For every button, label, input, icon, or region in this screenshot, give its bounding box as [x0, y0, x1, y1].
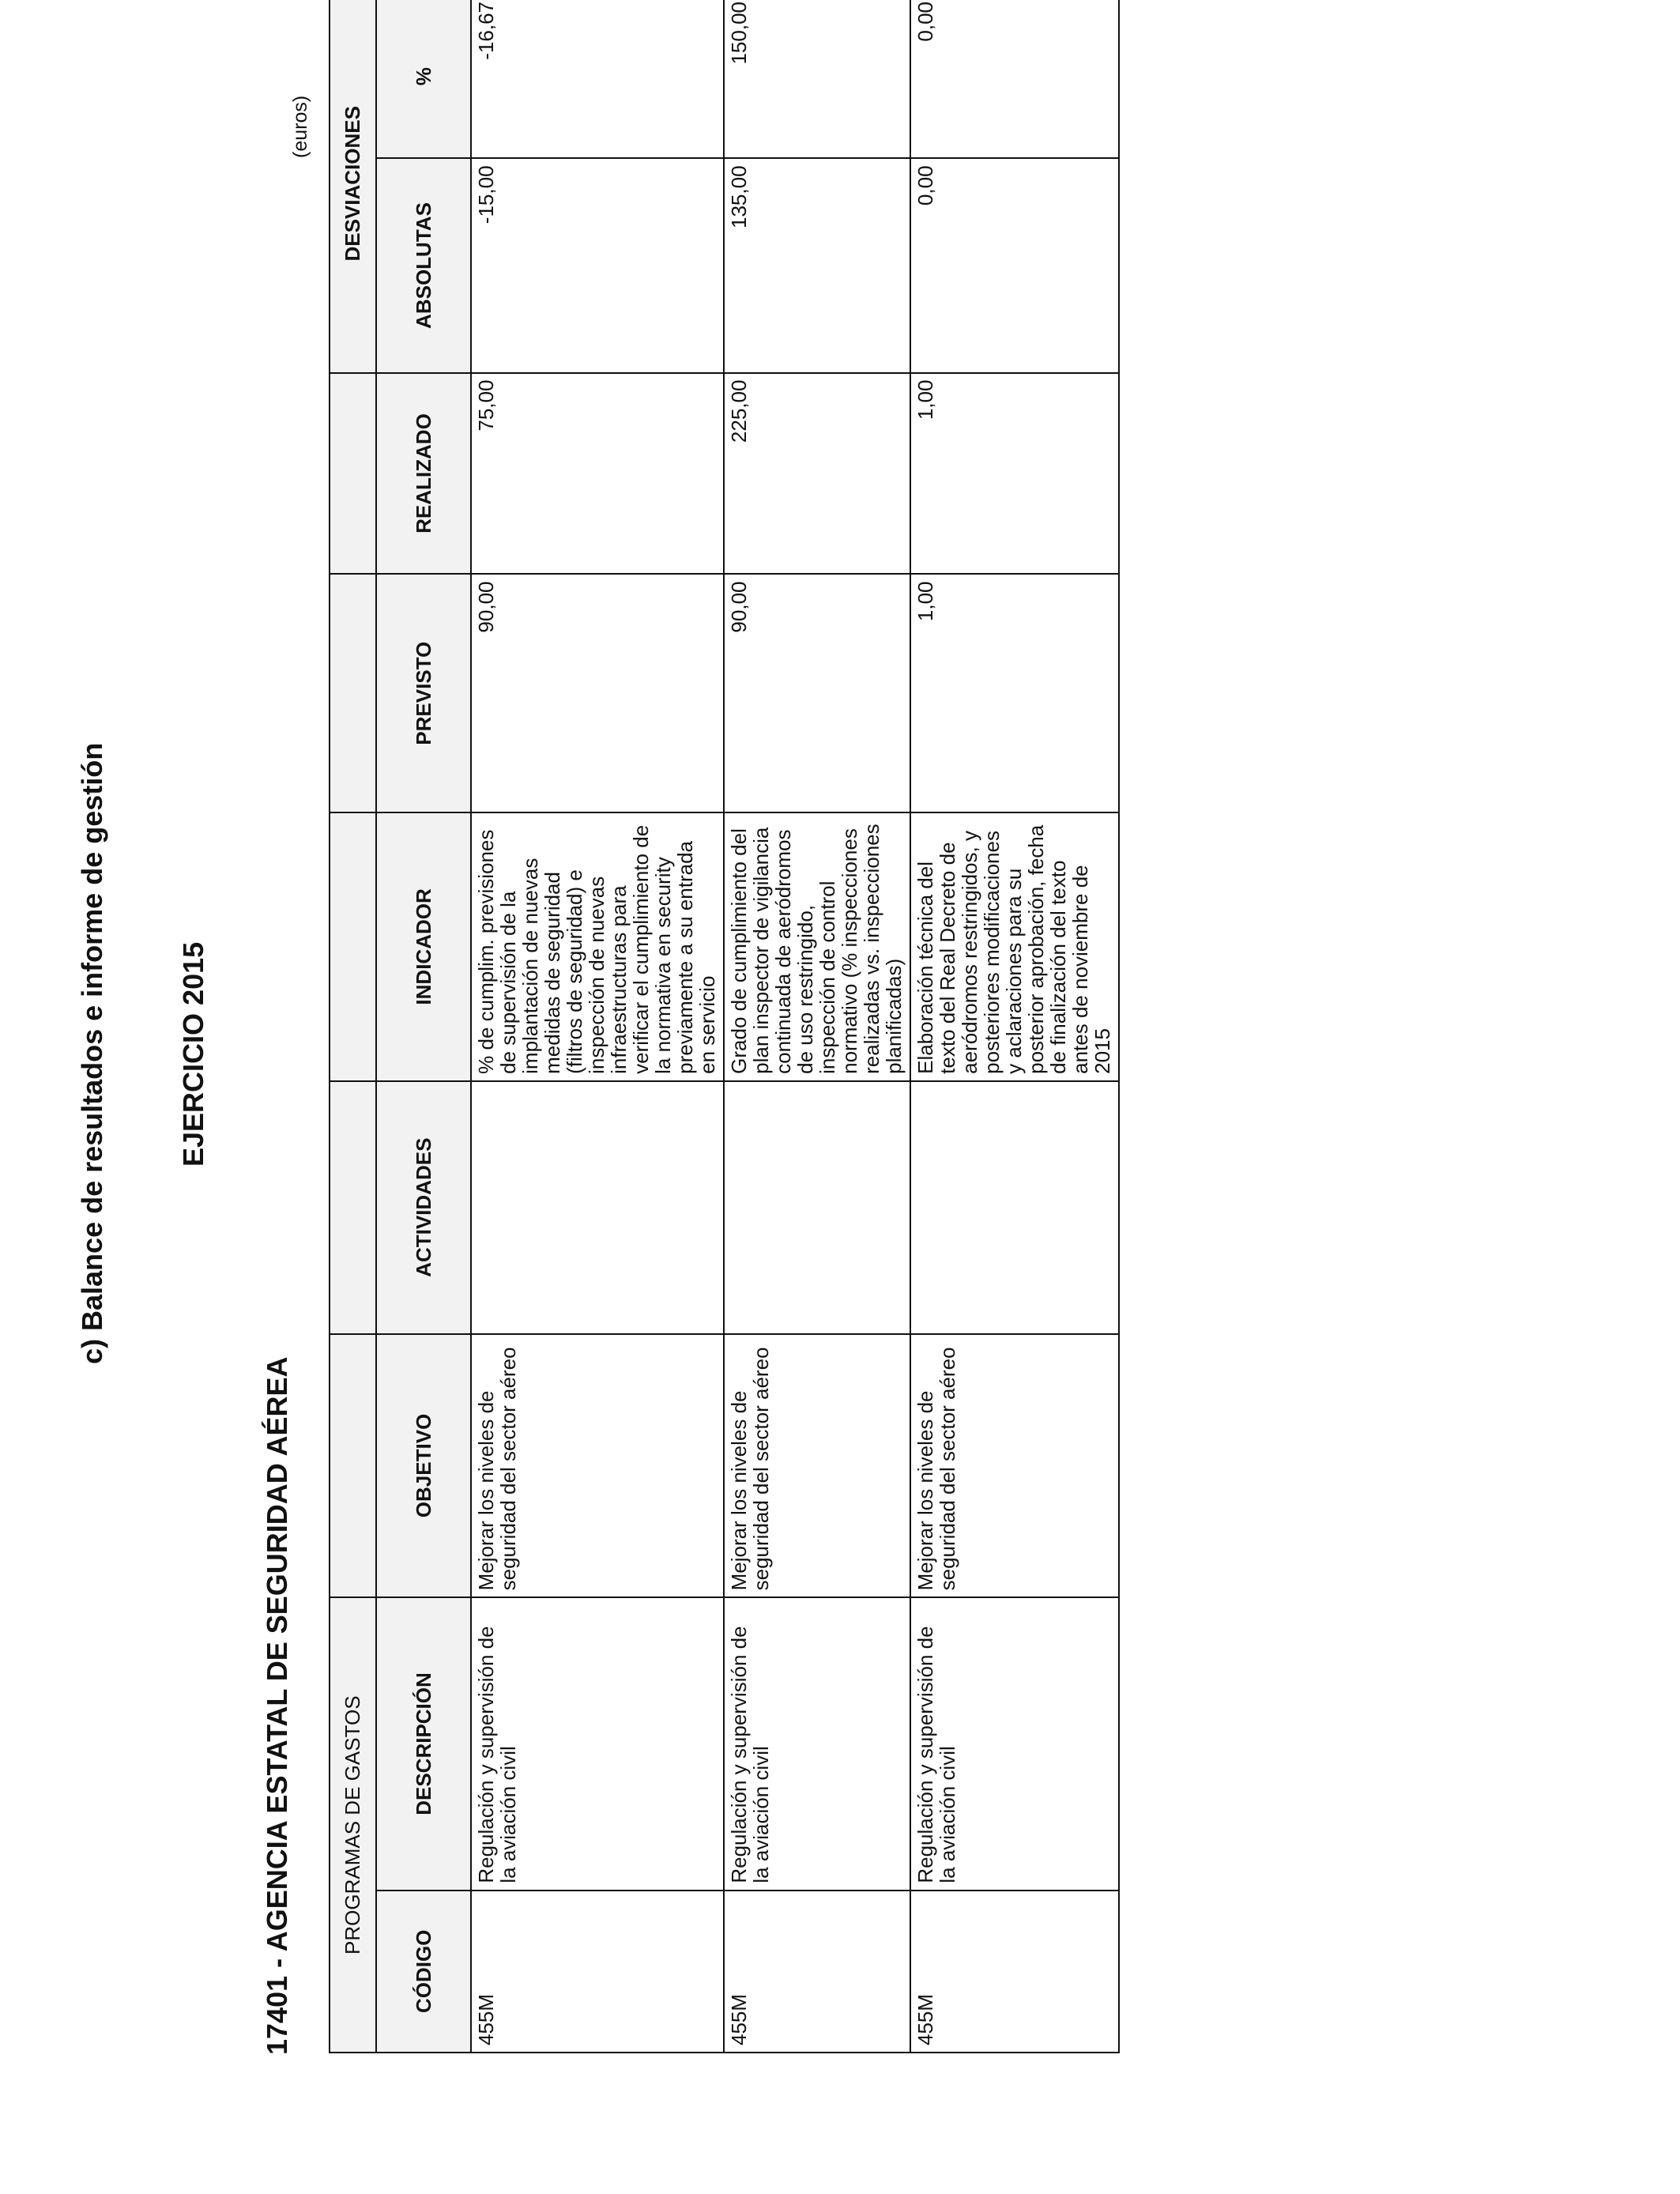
cell-absolutas: 135,00 [724, 158, 910, 372]
cell-indicador: Grado de cumplimiento del plan inspector de vigilancia continuada de aeródromos de uso restringido, inspección de control normativo (% inspecciones realizadas vs. inspecciones planificadas) [724, 812, 910, 1081]
agency-title: 17401 - AGENCIA ESTATAL DE SEGURIDAD AÉREA [261, 1356, 293, 2055]
cell-absolutas: -15,00 [471, 158, 724, 372]
table-row [471, 0, 724, 2053]
header-blank [330, 1081, 376, 1334]
header-blank [330, 574, 376, 812]
cell-descripcion: Regulación y supervisión de la aviación civil [724, 1597, 910, 1890]
cell-realizado: 1,00 [910, 373, 1119, 575]
cell-codigo: 455M [471, 1891, 724, 2053]
col-header-objetivo: OBJETIVO [376, 1334, 471, 1598]
cell-objetivo: Mejorar los niveles de seguridad del sector aéreo [910, 1334, 1119, 1598]
cell-actividades [910, 1081, 1119, 1334]
header-blank [330, 812, 376, 1081]
cell-absolutas: 0,00 [910, 158, 1119, 372]
col-header-actividades: ACTIVIDADES [376, 1081, 471, 1334]
section-title: c) Balance de resultados e informe de gestión [76, 742, 108, 1364]
cell-realizado: 75,00 [471, 373, 724, 575]
cell-pct: 150,00 [724, 0, 910, 158]
table-row [724, 0, 910, 2053]
cell-pct: 0,00 [910, 0, 1119, 158]
cell-indicador: % de cumplim. previsiones de supervisión de la implantación de nuevas medidas de seguridad (filtros de seguridad) e inspección de nuevas infraestructuras para verificar el cumplimiento de la normativa en security previamente a su entrada en servicio [471, 812, 724, 1081]
cell-codigo: 455M [910, 1891, 1119, 2053]
cell-descripcion: Regulación y supervisión de la aviación civil [910, 1597, 1119, 1890]
cell-codigo: 455M [724, 1891, 910, 2053]
table-row [910, 0, 1119, 2053]
cell-pct: -16,67 [471, 0, 724, 158]
col-header-indicador: INDICADOR [376, 812, 471, 1081]
cell-previsto: 1,00 [910, 574, 1119, 812]
col-header-absolutas: ABSOLUTAS [376, 158, 471, 372]
cell-actividades [724, 1081, 910, 1334]
cell-descripcion: Regulación y supervisión de la aviación civil [471, 1597, 724, 1890]
header-blank [330, 1334, 376, 1598]
cell-previsto: 90,00 [471, 574, 724, 812]
col-header-realizado: REALIZADO [376, 373, 471, 575]
col-header-descripcion: DESCRIPCIÓN [376, 1597, 471, 1890]
cell-indicador: Elaboración técnica del texto del Real Decreto de aeródromos restringidos, y posteriores modificaciones y aclaraciones para su posterior aprobación, fecha de finalización del texto antes de noviembre de 2015 [910, 812, 1119, 1081]
cell-actividades [471, 1081, 724, 1334]
units-label: (euros) [289, 95, 311, 158]
col-header-pct: % [376, 0, 471, 158]
cell-realizado: 225,00 [724, 373, 910, 575]
group-header-programas: PROGRAMAS DE GASTOS [330, 1597, 376, 2053]
results-table [329, 0, 1120, 2053]
exercise-title: EJERCICIO 2015 [177, 941, 209, 1167]
col-header-previsto: PREVISTO [376, 574, 471, 812]
cell-objetivo: Mejorar los niveles de seguridad del sector aéreo [471, 1334, 724, 1598]
cell-objetivo: Mejorar los niveles de seguridad del sector aéreo [724, 1334, 910, 1598]
col-header-codigo: CÓDIGO [376, 1891, 471, 2053]
header-blank [330, 373, 376, 575]
group-header-desviaciones: DESVIACIONES [330, 0, 376, 373]
cell-previsto: 90,00 [724, 574, 910, 812]
